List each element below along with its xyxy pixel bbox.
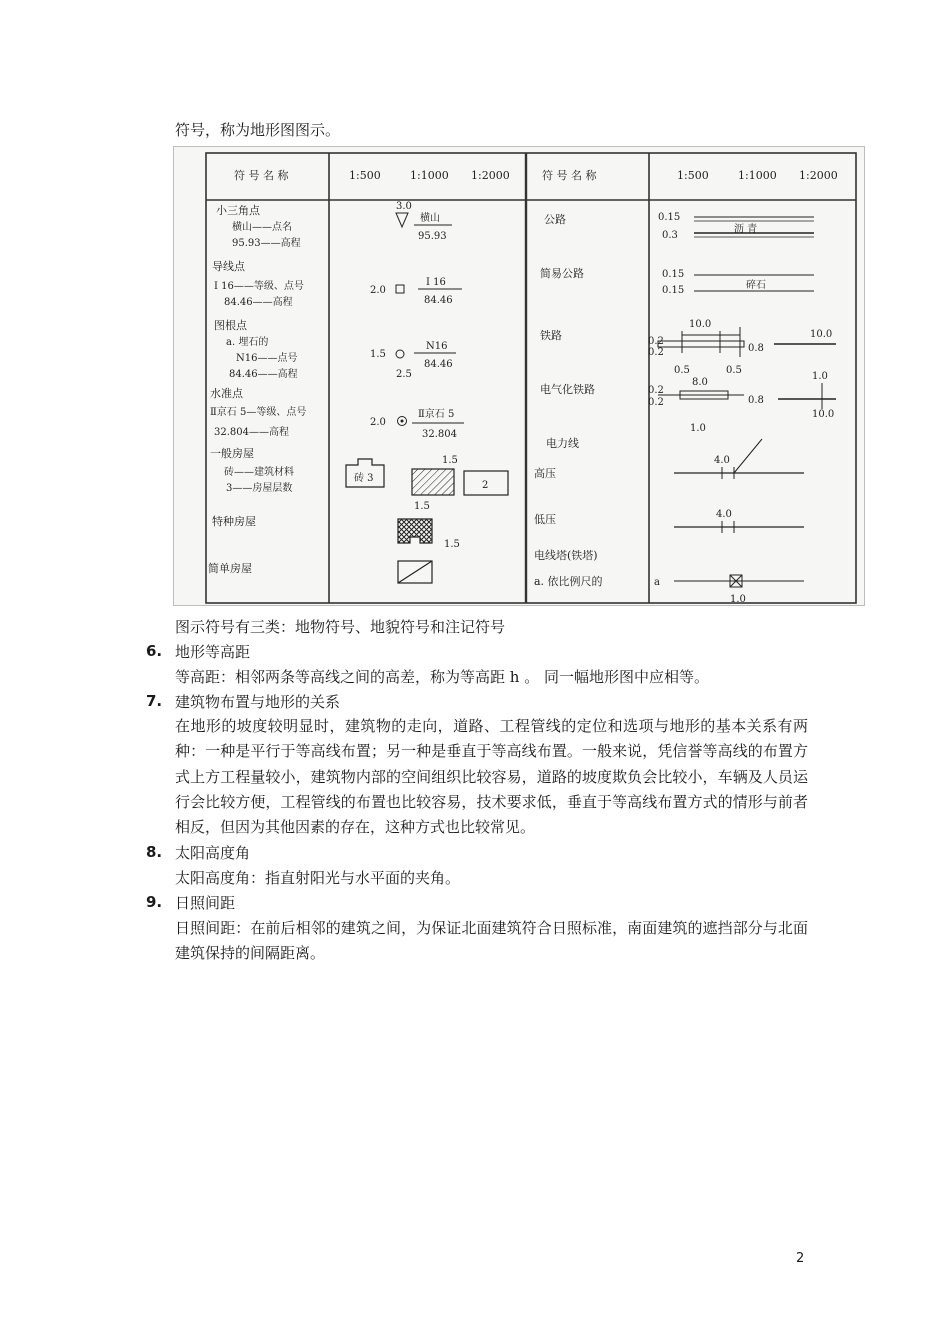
symbol-number: 2.0 (370, 285, 386, 296)
legend-item-high-voltage: 高压 (534, 467, 556, 480)
section-number: 6. (146, 642, 163, 660)
simple-road-symbol (662, 269, 814, 296)
symbol-number: 0.2 (648, 397, 664, 408)
symbol-number: 2.0 (370, 417, 386, 428)
electric-railway-symbol (648, 365, 836, 434)
symbol-number: 2.5 (396, 369, 412, 380)
simple-house-symbol (398, 561, 432, 583)
symbol-number: 10.0 (812, 409, 835, 420)
header-right-name: 符 号 名 称 (542, 169, 597, 182)
legend-item-railway: 铁路 (540, 329, 562, 342)
section-number: 9. (146, 893, 163, 911)
traverse-symbol (370, 277, 462, 306)
symbol-name: I 16 (426, 277, 446, 288)
symbol-number: 1.5 (444, 539, 460, 550)
header-left-scale-3: 1:2000 (471, 169, 510, 182)
symbol-count: 2 (482, 480, 489, 491)
section-heading: 日照间距 (175, 894, 236, 912)
railway-symbol (648, 319, 836, 358)
symbol-value: 84.46 (424, 359, 453, 370)
legend-item-traverse: 导线点 (212, 260, 245, 273)
legend-item-line: I 16——等级、点号 (214, 281, 304, 292)
symbol-label: 沥 青 (734, 224, 758, 235)
triangulation-symbol (396, 201, 452, 242)
symbol-value: 95.93 (418, 231, 447, 242)
legend-item-special-house: 特种房屋 (212, 515, 256, 528)
legend-item-line: 3——房屋层数 (226, 483, 293, 494)
legend-item-line: 84.46——高程 (224, 297, 293, 308)
symbol-number: 4.0 (714, 455, 730, 466)
section-number: 8. (146, 843, 163, 861)
page-number: 2 (796, 1251, 805, 1266)
legend-item-electric-railway: 电气化铁路 (540, 383, 595, 396)
legend-item-line: Ⅱ京石 5—等级、点号 (210, 407, 307, 418)
symbol-number: 1.0 (690, 423, 706, 434)
symbol-number: 0.2 (648, 385, 664, 396)
symbol-number: 8.0 (692, 377, 708, 388)
low-voltage-symbol (674, 509, 804, 533)
symbol-number: 1.0 (730, 594, 746, 605)
legend-item-line: 砖——建筑材料 (224, 467, 294, 478)
legend-item-low-voltage: 低压 (534, 513, 556, 526)
legend-item-line: 95.93——高程 (232, 238, 301, 249)
intro-line: 符号，称为地形图图示。 (175, 121, 341, 139)
symbol-number: 10.0 (810, 329, 833, 340)
symbol-number: 0.15 (662, 285, 685, 296)
symbol-number: 0.8 (748, 395, 764, 406)
control-point-symbol (370, 341, 456, 380)
house-symbol (346, 455, 508, 512)
symbol-label: 砖 3 (354, 473, 374, 484)
benchmark-symbol (370, 407, 464, 440)
symbol-number: 0.15 (662, 269, 685, 280)
symbol-number: 0.8 (748, 343, 764, 354)
symbol-number: 1.5 (414, 501, 430, 512)
header-right-scale-1: 1:500 (677, 169, 709, 182)
section-body: 在地形的坡度较明显时，建筑物的走向，道路、工程管线的定位和选项与地形的基本关系有两种：一种是平行于等高线布置；另一种是垂直于等高线布置。一般来说，凭信誉等高线的布置方式上方工程量较小，建筑物内部的空间组织比较容易，道路的坡度欺负会比较小，车辆及人员运行会比较方便，工程管线的布置也比较容易，技术要求低，垂直于等高线布置方式的情形与前者相反，但因为其他因素的存在，这种方式也比较常见。 (175, 717, 808, 837)
symbol-number: 10.0 (689, 319, 712, 330)
symbol-number: 0.2 (648, 347, 664, 358)
symbol-name: 横山 (420, 213, 440, 224)
legend-item-line: 横山——点名 (232, 222, 292, 233)
symbol-value: 84.46 (424, 295, 453, 306)
symbol-number: 1.5 (370, 349, 386, 360)
legend-table-svg (174, 147, 864, 605)
legend-item-simple-road: 简易公路 (540, 267, 584, 280)
legend-item-line: a. 埋石的 (226, 337, 269, 348)
figure-caption: 图示符号有三类：地物符号、地貌符号和注记符号 (175, 618, 506, 636)
legend-item-control: 图根点 (214, 319, 247, 332)
section-body: 等高距：相邻两条等高线之间的高差，称为等高距 h 。 同一幅地形图中应相等。 (175, 668, 709, 686)
symbol-number: 0.15 (658, 212, 681, 223)
symbol-marker: a (654, 577, 660, 588)
symbol-number: 0.5 (726, 365, 742, 376)
section-heading: 太阳高度角 (175, 844, 251, 862)
legend-item-house: 一般房屋 (210, 447, 254, 460)
legend-item-tower: 电线塔(铁塔) (534, 549, 598, 562)
legend-item-line: N16——点号 (236, 353, 298, 364)
symbol-number: 1.0 (812, 371, 828, 382)
section-body: 日照间距：在前后相邻的建筑之间，为保证北面建筑符合日照标准，南面建筑的遮挡部分与北面建筑保持的间隔距离。 (175, 919, 808, 963)
header-right-scale-2: 1:1000 (738, 169, 777, 182)
symbol-value: 32.804 (422, 429, 457, 440)
header-left-name: 符 号 名 称 (234, 169, 289, 182)
legend-item-benchmark: 水准点 (210, 387, 243, 400)
section-body: 太阳高度角：指直射阳光与水平面的夹角。 (175, 869, 461, 887)
legend-item-highway: 公路 (544, 213, 566, 226)
legend-item-line: 84.46——高程 (229, 369, 298, 380)
map-legend-figure (173, 146, 865, 606)
special-house-symbol (398, 519, 460, 550)
tower-symbol (654, 575, 804, 605)
section-heading: 地形等高距 (175, 643, 251, 661)
header-left-scale-1: 1:500 (349, 169, 381, 182)
symbol-number: 1.5 (442, 455, 458, 466)
section-number: 7. (146, 692, 163, 710)
header-left-scale-2: 1:1000 (410, 169, 449, 182)
legend-item-power-line: 电力线 (546, 437, 579, 450)
section-heading: 建筑物布置与地形的关系 (175, 693, 341, 711)
legend-item-line: 32.804——高程 (214, 427, 289, 438)
high-voltage-symbol (674, 439, 804, 479)
symbol-name: Ⅱ京石 5 (418, 409, 455, 420)
legend-item-scaled: a. 依比例尺的 (534, 575, 603, 588)
symbol-number: 4.0 (716, 509, 732, 520)
highway-symbol (658, 212, 814, 241)
symbol-label: 碎石 (746, 280, 766, 291)
symbol-number: 0.5 (674, 365, 690, 376)
symbol-name: N16 (426, 341, 448, 352)
legend-item-triangulation: 小三角点 (216, 204, 260, 217)
header-right-scale-3: 1:2000 (799, 169, 838, 182)
legend-item-simple-house: 简单房屋 (208, 562, 252, 575)
symbol-number: 0.2 (648, 336, 664, 347)
symbol-number: 3.0 (396, 201, 412, 212)
symbol-number: 0.3 (662, 230, 678, 241)
